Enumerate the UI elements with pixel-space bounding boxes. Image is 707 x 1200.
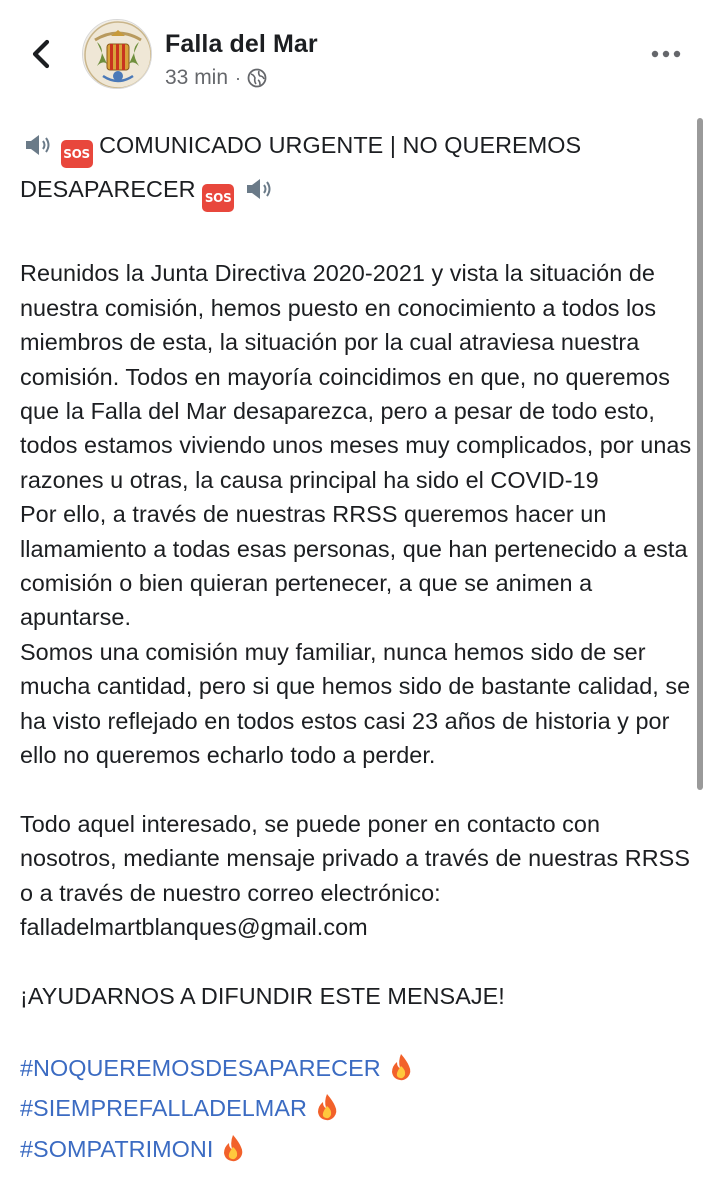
- more-options-button[interactable]: [644, 36, 688, 72]
- speaker-icon: [241, 175, 275, 203]
- scrollbar[interactable]: [697, 118, 703, 790]
- post-header: [0, 0, 707, 110]
- page-avatar[interactable]: [82, 19, 152, 89]
- hashtag-siemprefalladelmar[interactable]: #SIEMPREFALLADELMAR: [20, 1095, 307, 1122]
- post-title-part-2: DESAPARECER: [20, 176, 203, 202]
- hashtag-line: [20, 1088, 694, 1129]
- post-paragraph-4: Todo aquel interesado, se puede poner en contacto con nosotros, mediante mensaje privado a través de nuestras RRSS o a través de nuestro correo electrónico:: [20, 810, 690, 906]
- speaker-icon: [20, 131, 54, 159]
- post-timestamp[interactable]: 33 min: [165, 66, 229, 89]
- post-paragraph-3: Somos una comisión muy familiar, nunca hemos sido de ser mucha cantidad, pero si que hemos sido de bastante calidad, se ha visto reflejado en todos estos casi 23 años de historia y por ello no queremos echarlo todo a perder.: [20, 638, 691, 769]
- post-paragraph-2: Por ello, a través de nuestras RRSS queremos hacer un llamamiento a todas esas personas, que han pertenecido a esta comisión o bien quieran pertenecer, a que se animen a apuntarse.: [20, 501, 688, 631]
- sos-icon: SOS: [61, 140, 93, 168]
- meta-separator: ·: [235, 67, 242, 88]
- fire-icon: [387, 1052, 415, 1082]
- back-button[interactable]: [24, 34, 58, 74]
- post-email: falladelmartblanques@gmail.com: [20, 914, 368, 941]
- fire-icon: [219, 1133, 247, 1163]
- post-paragraph-1: Reunidos la Junta Directiva 2020-2021 y vista la situación de nuestra comisión, hemos puesto en conocimiento a todos los miembros de esta, la situación por la cual atraviesa nuestra comisión. Todos en mayoría coincidimos en que, no queremos que la Falla del Mar desaparezca, pero a pesar de todo esto, todos estamos viviendo unos meses muy complicados, por unas razones u otras, la causa principal ha sido el COVID-19: [20, 260, 692, 493]
- post-meta: [165, 64, 267, 92]
- hashtag-sompatrimoni[interactable]: #SOMPATRIMONI: [20, 1135, 214, 1162]
- hashtag-line: [20, 1048, 694, 1089]
- hashtag-line: [20, 1129, 694, 1170]
- post-title-part-1: COMUNICADO URGENTE | NO QUEREMOS: [92, 132, 582, 158]
- post-title-line-1: [20, 124, 694, 168]
- fire-icon: [313, 1092, 341, 1122]
- falla-crest-icon: [83, 20, 152, 89]
- more-horizontal-icon: [651, 50, 681, 58]
- chevron-left-icon: [30, 39, 52, 69]
- page-name[interactable]: Falla del Mar: [165, 30, 318, 58]
- post-call-to-action: ¡AYUDARNOS A DIFUNDIR ESTE MENSAJE!: [20, 982, 505, 1009]
- post-title-line-2: [20, 168, 694, 212]
- hashtag-noqueremosdesaparecer[interactable]: #NOQUEREMOSDESAPARECER: [20, 1054, 381, 1081]
- globe-icon: [247, 68, 267, 88]
- sos-icon: SOS: [202, 184, 234, 212]
- post-body: [20, 124, 694, 1169]
